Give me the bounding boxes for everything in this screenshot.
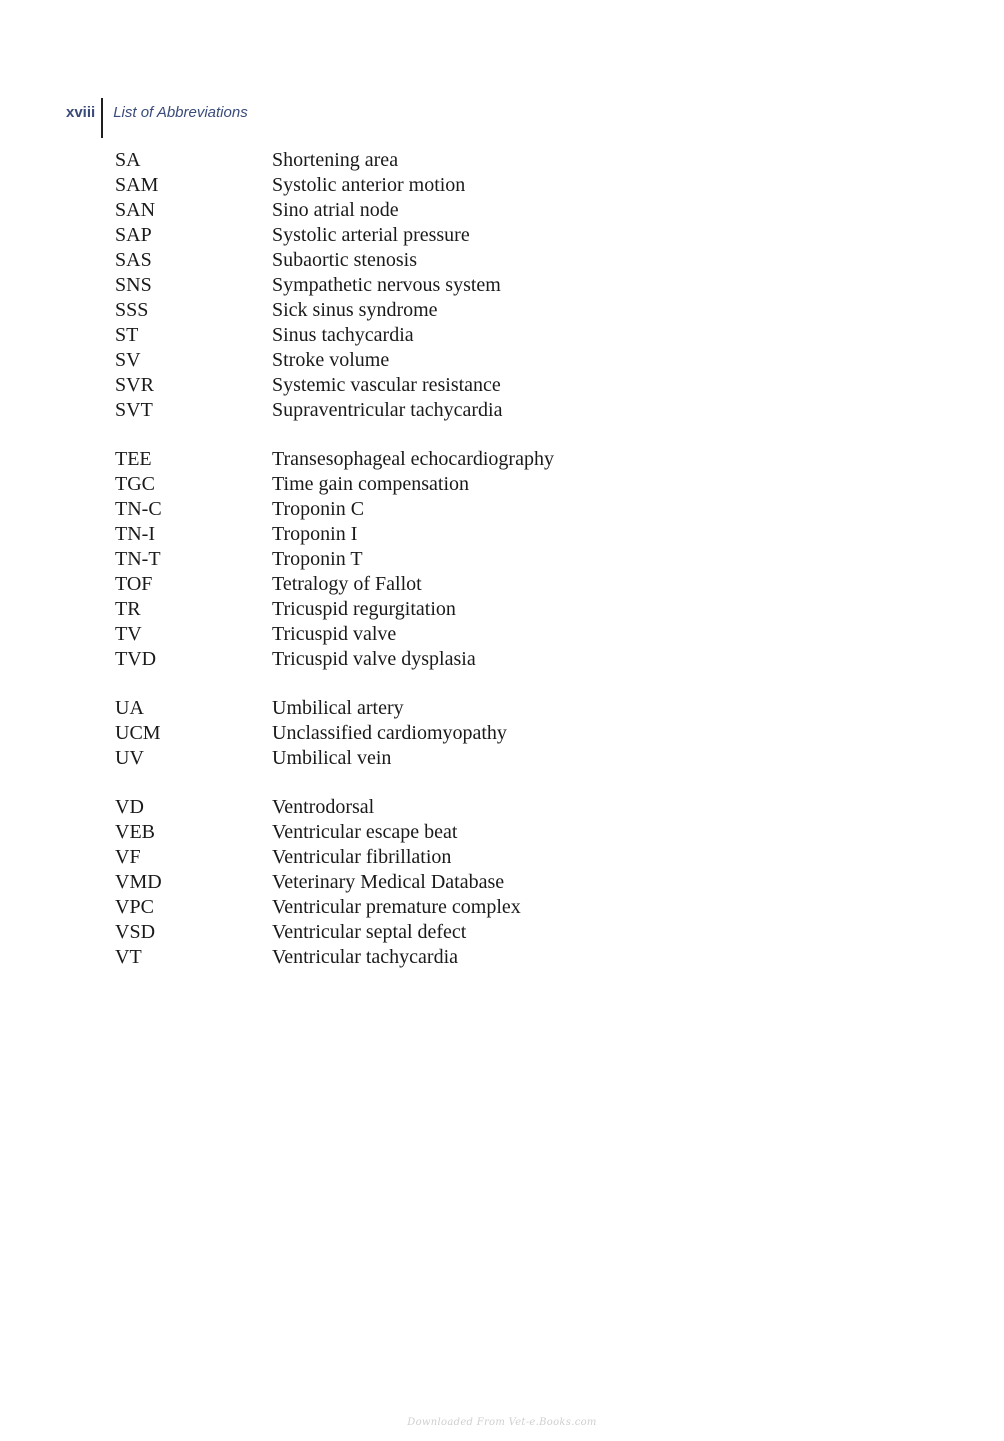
abbreviation-definition: Ventricular premature complex	[272, 896, 521, 918]
abbreviation-term: TR	[115, 598, 141, 620]
abbreviation-term: ST	[115, 324, 139, 346]
abbreviation-group	[115, 696, 815, 771]
abbreviation-definition: Sinus tachycardia	[272, 324, 414, 346]
abbreviation-entry	[115, 173, 815, 198]
abbreviation-entry	[115, 696, 815, 721]
abbreviation-term: UCM	[115, 722, 161, 744]
abbreviation-entry	[115, 522, 815, 547]
abbreviation-definition: Ventricular septal defect	[272, 921, 467, 943]
abbreviation-entry	[115, 447, 815, 472]
abbreviation-term: SVT	[115, 399, 153, 421]
page-number: xviii	[66, 104, 96, 121]
abbreviation-term: VEB	[115, 821, 155, 843]
abbreviation-definition: Supraventricular tachycardia	[272, 399, 503, 421]
abbreviation-definition: Time gain compensation	[272, 473, 470, 495]
abbreviation-definition: Troponin C	[272, 498, 365, 520]
abbreviation-definition: Tetralogy of Fallot	[272, 573, 422, 595]
running-head	[66, 98, 248, 138]
abbreviation-term: VT	[115, 946, 142, 968]
abbreviation-entry	[115, 223, 815, 248]
abbreviation-entry	[115, 348, 815, 373]
abbreviation-term: SSS	[115, 299, 149, 321]
abbreviation-entry	[115, 398, 815, 423]
abbreviation-term: UA	[115, 697, 144, 719]
abbreviation-term: SV	[115, 349, 141, 371]
abbreviation-definition: Systemic vascular resistance	[272, 374, 501, 396]
abbreviation-group	[115, 148, 815, 423]
abbreviation-entry	[115, 845, 815, 870]
section-title: List of Abbreviations	[113, 104, 248, 121]
abbreviation-definition: Ventrodorsal	[272, 796, 375, 818]
abbreviation-term: UV	[115, 747, 144, 769]
abbreviation-definition: Veterinary Medical Database	[272, 871, 505, 893]
abbreviation-term: VPC	[115, 896, 154, 918]
download-watermark: Downloaded From Vet-e.Books.com	[407, 1417, 597, 1428]
abbreviation-definition: Systolic anterior motion	[272, 174, 466, 196]
abbreviation-entry	[115, 920, 815, 945]
abbreviation-definition: Shortening area	[272, 149, 399, 171]
abbreviation-definition: Troponin T	[272, 548, 363, 570]
abbreviation-definition: Systolic arterial pressure	[272, 224, 470, 246]
abbreviation-entry	[115, 273, 815, 298]
abbreviation-term: TN-I	[115, 523, 155, 545]
abbreviation-entry	[115, 945, 815, 970]
abbreviation-definition: Umbilical artery	[272, 697, 404, 719]
abbreviation-definition: Ventricular fibrillation	[272, 846, 452, 868]
abbreviation-entry	[115, 895, 815, 920]
abbreviation-term: SA	[115, 149, 141, 171]
abbreviation-entry	[115, 795, 815, 820]
abbreviation-definition: Ventricular escape beat	[272, 821, 458, 843]
abbreviation-term: SNS	[115, 274, 152, 296]
abbreviation-definition: Tricuspid valve dysplasia	[272, 648, 476, 670]
abbreviation-entry	[115, 472, 815, 497]
abbreviation-entry	[115, 547, 815, 572]
abbreviation-entry	[115, 572, 815, 597]
abbreviation-term: VD	[115, 796, 144, 818]
abbreviation-entry	[115, 198, 815, 223]
abbreviation-definition: Stroke volume	[272, 349, 390, 371]
abbreviation-term: TGC	[115, 473, 155, 495]
abbreviation-entry	[115, 721, 815, 746]
abbreviation-term: SAP	[115, 224, 152, 246]
abbreviation-entry	[115, 323, 815, 348]
abbreviation-definition: Sympathetic nervous system	[272, 274, 501, 296]
abbreviation-term: VF	[115, 846, 141, 868]
abbreviation-term: SVR	[115, 374, 154, 396]
abbreviation-entry	[115, 373, 815, 398]
abbreviation-group	[115, 447, 815, 672]
abbreviation-term: VSD	[115, 921, 156, 943]
abbreviation-entry	[115, 870, 815, 895]
abbreviation-definition: Umbilical vein	[272, 747, 392, 769]
abbreviation-entry	[115, 746, 815, 771]
abbreviation-definition: Tricuspid valve	[272, 623, 397, 645]
abbreviation-entry	[115, 497, 815, 522]
abbreviation-term: TOF	[115, 573, 153, 595]
abbreviation-definition: Tricuspid regurgitation	[272, 598, 456, 620]
abbreviation-definition: Troponin I	[272, 523, 358, 545]
abbreviation-term: SAN	[115, 199, 156, 221]
abbreviation-term: TEE	[115, 448, 152, 470]
abbreviation-definition: Sino atrial node	[272, 199, 399, 221]
abbreviation-term: SAM	[115, 174, 159, 196]
abbreviation-term: VMD	[115, 871, 162, 893]
abbreviation-definition: Transesophageal echocardiography	[272, 448, 554, 470]
abbreviation-list	[115, 148, 815, 994]
abbreviation-definition: Sick sinus syndrome	[272, 299, 438, 321]
abbreviation-definition: Subaortic stenosis	[272, 249, 417, 271]
abbreviation-term: TN-T	[115, 548, 161, 570]
abbreviation-entry	[115, 647, 815, 672]
abbreviation-entry	[115, 298, 815, 323]
abbreviation-term: SAS	[115, 249, 152, 271]
abbreviation-definition: Unclassified cardiomyopathy	[272, 722, 507, 744]
abbreviation-entry	[115, 248, 815, 273]
abbreviation-entry	[115, 148, 815, 173]
abbreviation-term: TN-C	[115, 498, 162, 520]
abbreviation-term: TVD	[115, 648, 157, 670]
abbreviation-term: TV	[115, 623, 142, 645]
abbreviation-entry	[115, 597, 815, 622]
abbreviation-entry	[115, 820, 815, 845]
abbreviation-group	[115, 795, 815, 970]
abbreviation-entry	[115, 622, 815, 647]
abbreviation-definition: Ventricular tachycardia	[272, 946, 459, 968]
